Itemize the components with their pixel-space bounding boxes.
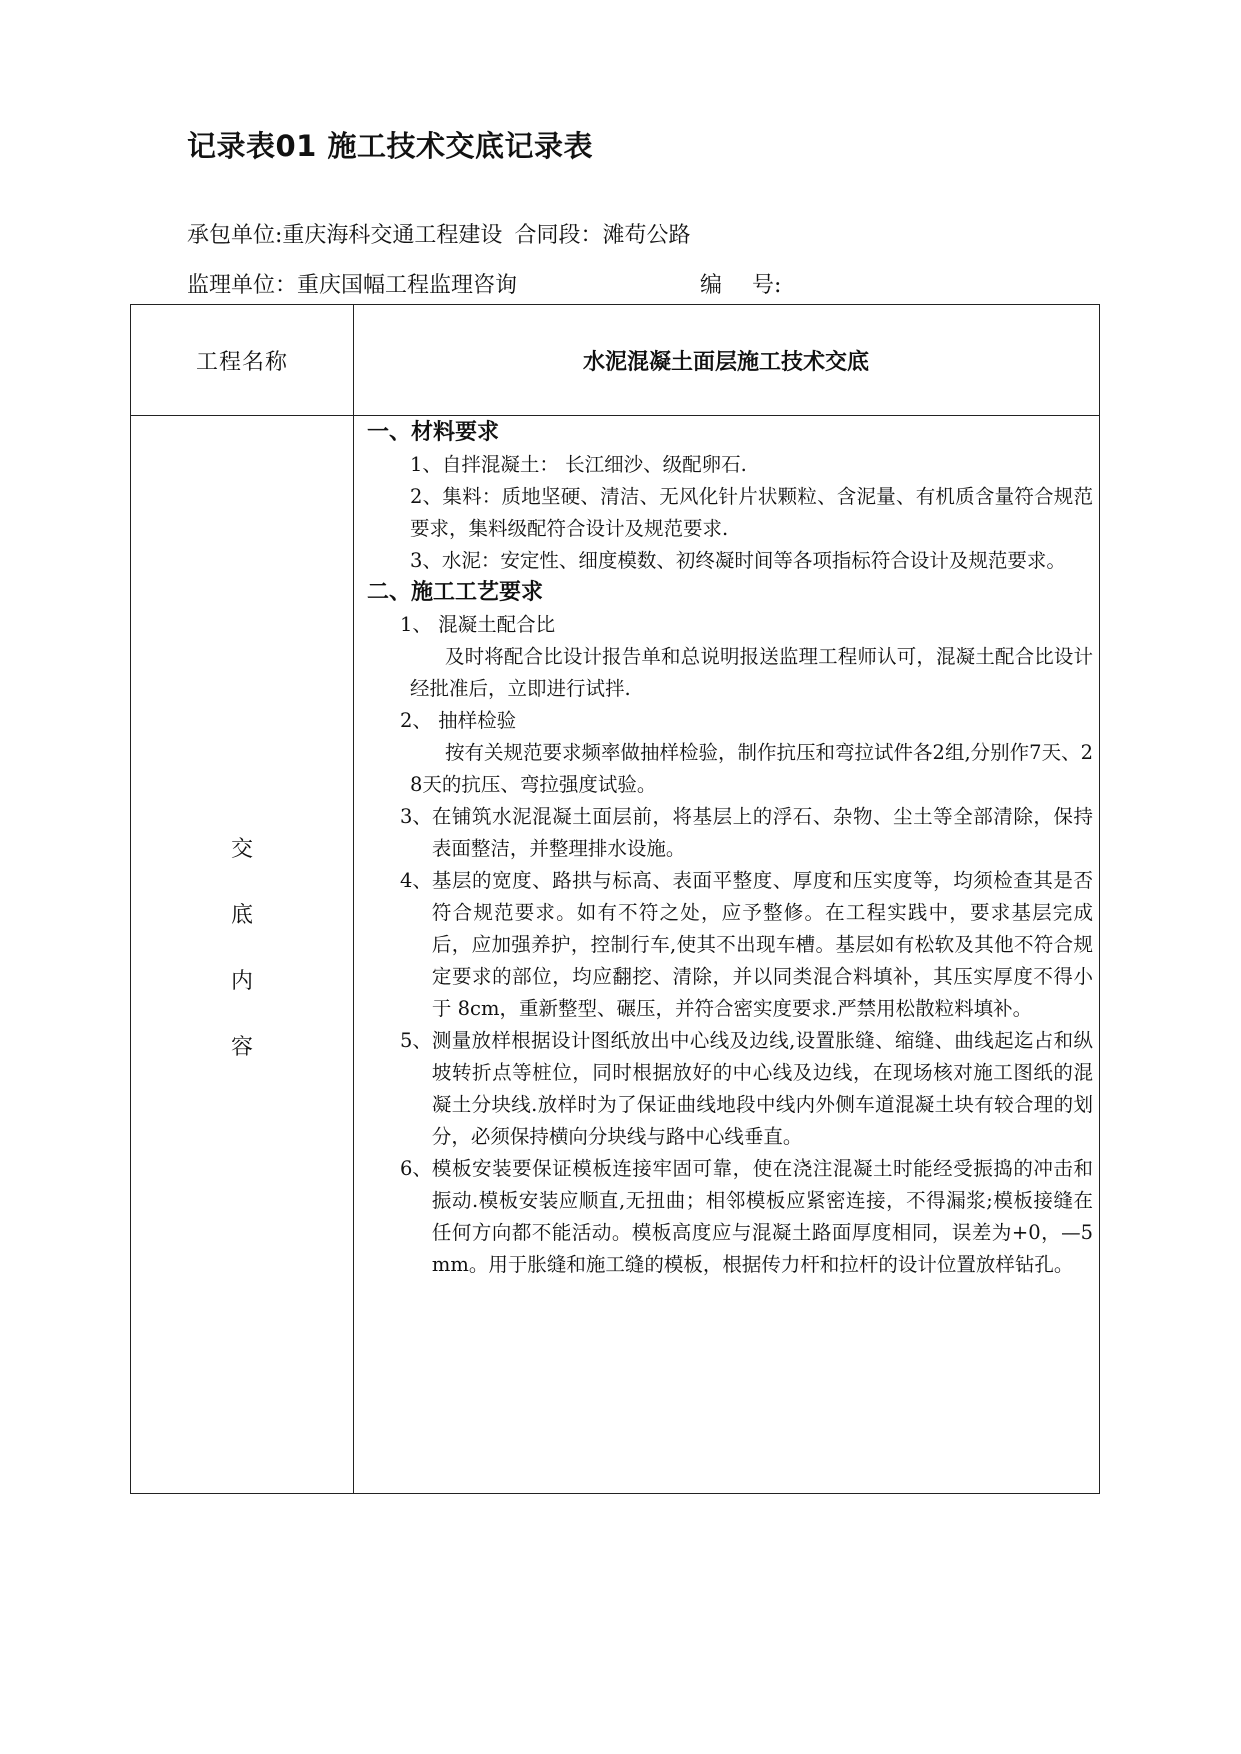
contractor-label: 承包单位: <box>187 223 283 248</box>
column-divider <box>353 305 354 1493</box>
contractor-value: 重庆海科交通工程建设 <box>282 223 503 248</box>
process-sub-heading-1: 1、 混凝土配合比 <box>400 613 556 636</box>
section-label: 合同段： <box>514 223 603 248</box>
supervisor-value: 重庆国幅工程监理咨询 <box>297 273 518 298</box>
process-item-3 <box>367 801 1093 865</box>
process-sub-body-2: 按有关规范要求频率做抽样检验，制作抗压和弯拉试件各2组,分别作7天、28天的抗压、弯拉强度试验。 <box>410 741 1093 796</box>
process-sub-heading-2: 2、 抽样检验 <box>400 709 517 732</box>
section-heading-materials: 一、材料要求 <box>367 420 500 445</box>
content-body <box>367 417 1093 1281</box>
item-text: 测量放样根据设计图纸放出中心线及边线,设置胀缝、缩缝、曲线起迄占和纵坡转折点等桩位，同时根据放好的中心线及边线，在现场核对施工图纸的混凝土分块线.放样时为了保证曲线地段中线内外侧车道混凝土块有较合理的划分，必须保持横向分块线与路中心线垂直。 <box>431 1029 1093 1148</box>
document-number-label: 编 号: <box>700 273 782 298</box>
material-item-2: 2、集料：质地坚硬、清洁、无风化针片状颗粒、含泥量、有机质含量符合规范要求，集料级配符合设计及规范要求. <box>410 485 1093 540</box>
supervisor-label: 监理单位： <box>187 273 298 298</box>
item-number: 4、 <box>400 869 432 892</box>
record-table <box>130 304 1100 1494</box>
process-item-4 <box>367 865 1093 1025</box>
process-sub-body-1: 及时将配合比设计报告单和总说明报送监理工程师认可，混凝土配合比设计经批准后，立即进行试拌. <box>410 645 1093 700</box>
item-text: 模板安装要保证模板连接牢固可靠，使在浇注混凝土时能经受振捣的冲击和振动.模板安装应顺直,无扭曲；相邻模板应紧密连接，不得漏浆;模板接缝在任何方向都不能活动。模板高度应与混凝土路面厚度相同，误差为+0，—5mm。用于胀缝和施工缝的模板，根据传力杆和拉杆的设计位置放样钻孔。 <box>431 1157 1093 1276</box>
material-item-3: 3、水泥：安定性、细度模数、初终凝时间等各项指标符合设计及规范要求。 <box>410 549 1066 572</box>
project-name-label: 工程名称 <box>195 349 288 375</box>
project-name-value: 水泥混凝土面层施工技术交底 <box>582 349 869 375</box>
content-label-char: 容 <box>230 1035 253 1060</box>
section-heading-process: 二、施工工艺要求 <box>367 580 544 605</box>
document-title: 记录表01 施工技术交底记录表 <box>187 129 593 163</box>
process-item-6 <box>367 1153 1093 1281</box>
content-label-char: 交 <box>230 837 253 862</box>
contractor-line <box>187 218 690 249</box>
supervisor-line <box>187 268 782 299</box>
row-divider <box>131 415 1099 416</box>
item-number: 5、 <box>400 1029 432 1052</box>
content-label-char: 底 <box>230 903 253 928</box>
item-number: 6、 <box>400 1157 432 1180</box>
item-text: 基层的宽度、路拱与标高、表面平整度、厚度和压实度等，均须检查其是否符合规范要求。如有不符之处，应予整修。在工程实践中，要求基层完成后，应加强养护，控制行车,使其不出现车槽。基层如有松软及其他不符合规定要求的部位，均应翻挖、清除，并以同类混合料填补，其压实厚度不得小于 8cm，重新整型、碾压，并符合密实度要求.严禁用松散粒料填补。 <box>431 869 1093 1020</box>
section-value: 滩苟公路 <box>602 223 691 248</box>
material-item-1: 1、自拌混凝土： 长江细沙、级配卵石. <box>410 453 747 476</box>
item-number: 3、 <box>400 805 432 828</box>
process-item-5 <box>367 1025 1093 1153</box>
item-text: 在铺筑水泥混凝土面层前，将基层上的浮石、杂物、尘土等全部清除，保持表面整洁，并整理排水设施。 <box>431 805 1093 860</box>
content-label <box>131 835 353 1099</box>
content-label-char: 内 <box>230 969 253 994</box>
